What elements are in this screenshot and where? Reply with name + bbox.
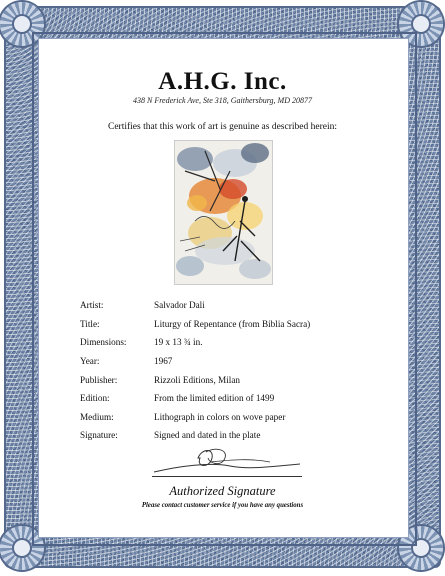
authorized-signature-label: Authorized Signature <box>169 484 276 498</box>
detail-value: Lithograph in colors on wove paper <box>154 411 286 422</box>
detail-row-year <box>80 352 380 371</box>
detail-label: Year: <box>80 356 100 367</box>
detail-row-publisher <box>80 370 380 389</box>
detail-value: Salvador Dali <box>154 300 205 311</box>
detail-value: 1967 <box>154 356 173 367</box>
detail-label: Publisher: <box>80 374 118 385</box>
detail-label: Artist: <box>80 300 104 311</box>
detail-row-edition <box>80 389 380 408</box>
detail-row-artist <box>80 296 380 315</box>
company-address: 438 N Frederick Ave, Ste 318, Gaithersburg, MD 20877 <box>132 96 312 105</box>
detail-label: Title: <box>80 318 100 329</box>
contact-note: Please contact customer service if you have any questions <box>141 502 304 509</box>
detail-value: Liturgy of Repentance (from Biblia Sacra) <box>154 318 311 329</box>
detail-row-dimensions <box>80 333 380 352</box>
detail-label: Signature: <box>80 430 118 441</box>
detail-label: Dimensions: <box>80 337 127 348</box>
company-name: A.H.G. Inc. <box>158 68 287 95</box>
detail-value: From the limited edition of 1499 <box>154 393 275 404</box>
handwritten-signature <box>150 444 310 478</box>
authenticity-statement: Certifies that this work of art is genuine as described herein: <box>108 122 337 132</box>
artwork-image <box>174 140 273 285</box>
signature-line <box>152 476 302 477</box>
artwork-details <box>80 296 380 445</box>
detail-value: Rizzoli Editions, Milan <box>154 374 240 385</box>
detail-label: Medium: <box>80 411 114 422</box>
detail-label: Edition: <box>80 393 110 404</box>
detail-row-signature <box>80 426 380 445</box>
detail-value: Signed and dated in the plate <box>154 430 261 441</box>
detail-value: 19 x 13 ¾ in. <box>154 337 203 348</box>
detail-row-title <box>80 315 380 334</box>
detail-row-medium <box>80 408 380 427</box>
artwork-illustration <box>175 141 272 284</box>
signature-scribble-icon <box>150 444 310 478</box>
